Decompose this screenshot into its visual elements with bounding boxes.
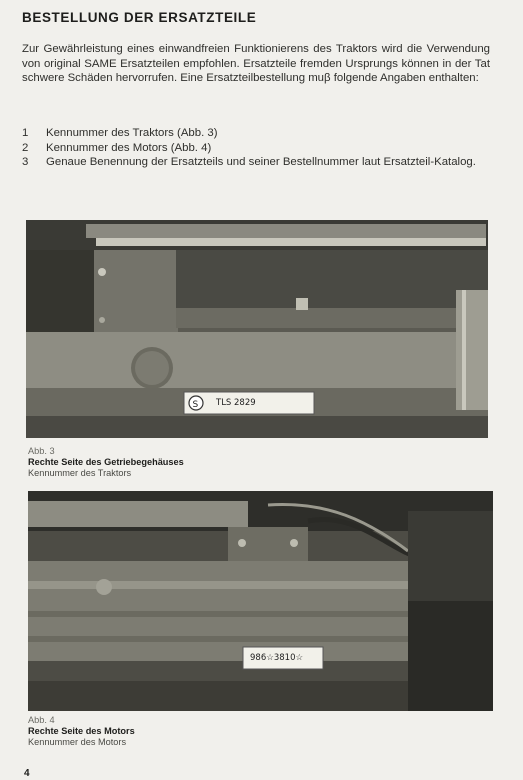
page-title: BESTELLUNG DER ERSATZTEILE [22,10,257,25]
list-item [22,155,492,170]
list-item-text: Genaue Benennung der Ersatzteils und seiner Bestellnummer laut Ersatzteil-Katalog. [46,156,476,169]
gearbox-photo [26,220,488,438]
list-item-number: 3 [22,156,29,169]
list-item-text: Kennummer des Traktors (Abb. 3) [46,127,218,139]
list-item [22,141,492,156]
list-item-text: Kennummer des Motors (Abb. 4) [46,141,212,154]
list-item-number: 1 [22,127,29,139]
list-item-number: 2 [22,141,29,154]
figure3-subtitle: Kennummer des Traktors [28,468,132,478]
figure4-caption [28,715,135,748]
gearbox-illustration [26,220,488,438]
figure3-title: Rechte Seite des Getriebegehäuses [28,457,184,467]
figure3-caption [28,446,184,479]
list-item [22,126,492,141]
engine-serial-plate-text: 986☆3810☆ [250,653,304,663]
page-number: 4 [24,768,30,779]
svg-text:S: S [192,400,199,410]
requirements-list [22,126,492,170]
tractor-serial-plate-text: TLS 2829 [216,398,256,408]
intro-paragraph: Zur Gewährleistung eines einwandfreien Funktionierens des Traktors wird die Verwendung von original SAME Ersatzteilen empfohlen. Ersatzteile fremden Ursprungs können in der Tat schwere Schäden hervorrufen. Eine Ersatzteilbestellung muβ folgende Angaben enthalten: [22,43,490,85]
engine-photo [28,491,493,711]
figure3-label: Abb. 3 [28,446,55,456]
engine-illustration [28,491,493,711]
figure4-subtitle: Kennummer des Motors [28,737,127,747]
figure4-label: Abb. 4 [28,715,55,725]
figure4-title: Rechte Seite des Motors [28,726,135,736]
